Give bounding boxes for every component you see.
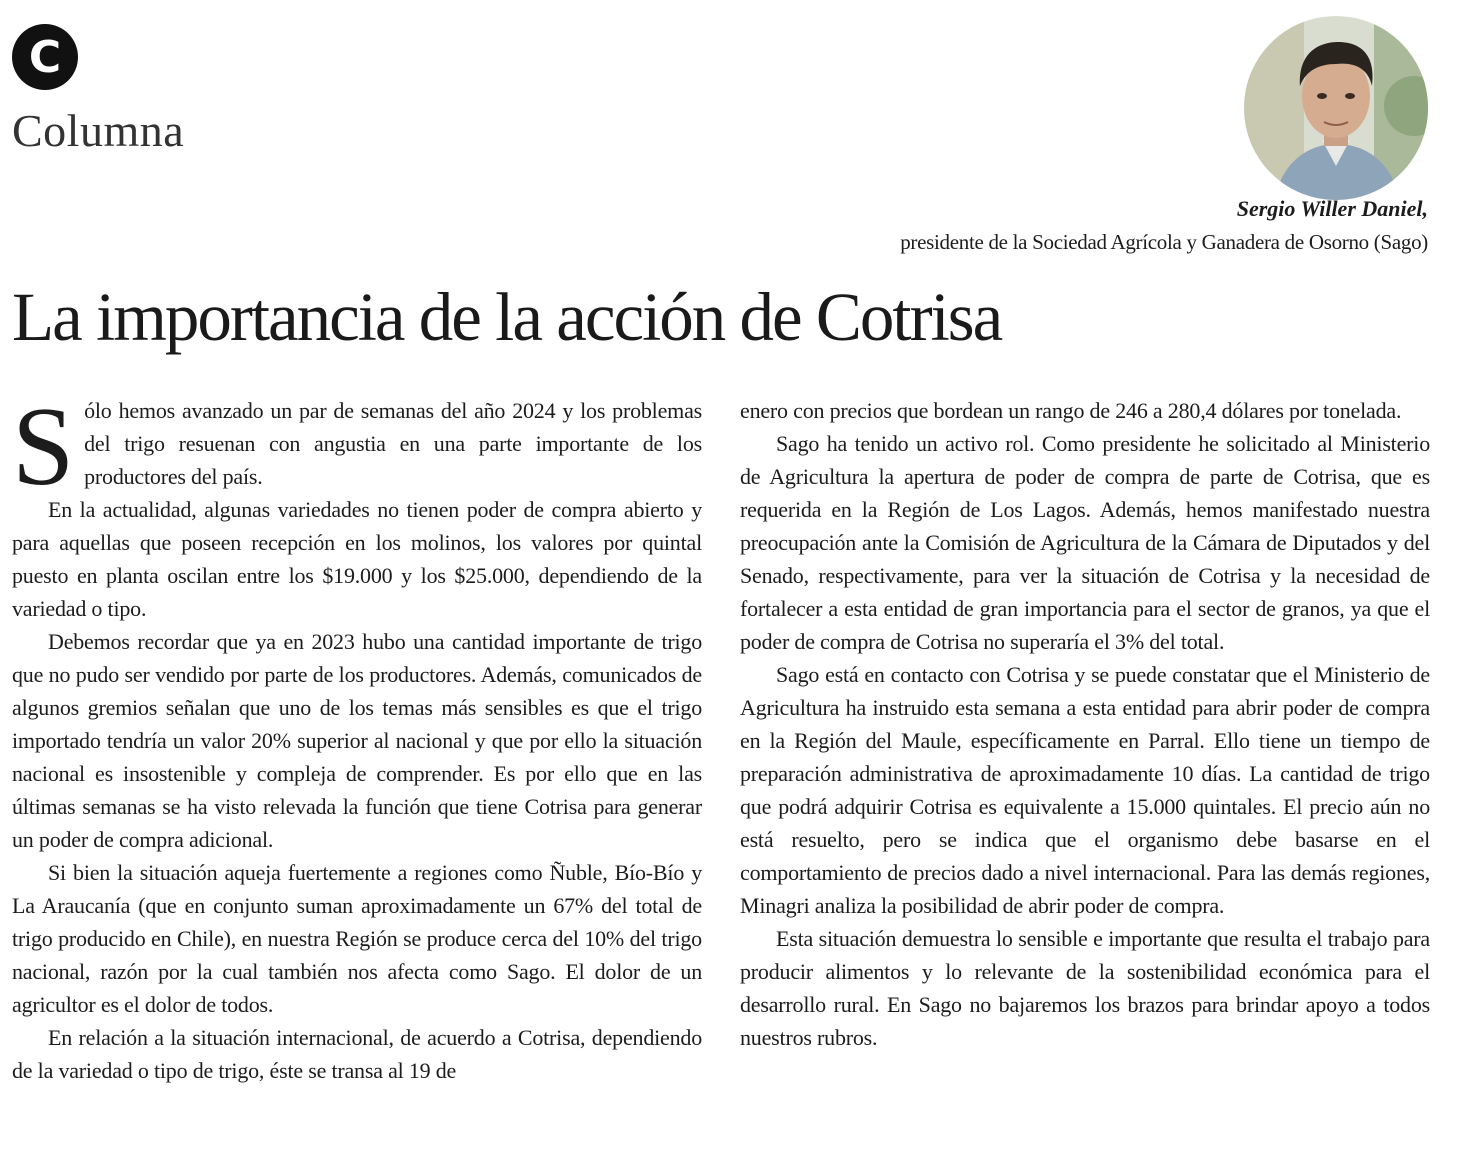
body-paragraph: En la actualidad, algunas variedades no tienen poder de compra abierto y para aquellas que poseen recepción en los molinos, los valores por quintal puesto en planta oscilan entre los $19.000 y los $25.000, dependiendo de la variedad o tipo. — [12, 497, 702, 621]
body-paragraph: En relación a la situación internacional, de acuerdo a Cotrisa, dependiendo de la variedad o tipo de trigo, éste se transa al 19 de — [12, 1025, 702, 1083]
author-photo — [1244, 16, 1428, 200]
body-paragraph: Si bien la situación aqueja fuertemente a regiones como Ñuble, Bío-Bío y La Araucanía (que en conjunto suman aproximadamente un 67% del total de trigo producido en Chile), en nuestra Región se produce cerca del 10% del trigo nacional, razón por la cual también nos afecta como Sago. El dolor de un agricultor es el dolor de todos. — [12, 860, 702, 1017]
article-headline: La importancia de la acción de Cotrisa — [12, 279, 1002, 355]
drop-cap: S — [12, 385, 75, 509]
body-paragraph: Sago ha tenido un activo rol. Como presidente he solicitado al Ministerio de Agricultura la apertura de poder de compra de parte de Cotrisa, que es requerida en la Región de Los Lagos. Además, hemos manifestado nuestra preocupación ante la Comisión de Agricultura de la Cámara de Diputados y del Senado, respectivamente, para ver la situación de Cotrisa y la necesidad de fortalecer a esta entidad de gran importancia para el sector de granos, ya que el poder de compra de Cotrisa no superaría el 3% del total. — [740, 431, 1430, 654]
body-paragraph: Debemos recordar que ya en 2023 hubo una cantidad importante de trigo que no pudo ser vendido por parte de los productores. Además, comunicados de algunos gremios señalan que uno de los temas más sensibles es que el trigo importado tendría un valor 20% superior al nacional y que por ello la situación nacional es insostenible y compleja de comprender. Es por ello que en las últimas semanas se ha visto relevada la función que tiene Cotrisa para generar un poder de compra adicional. — [12, 629, 702, 852]
author-role: presidente de la Sociedad Agrícola y Ganadera de Osorno (Sago) — [900, 230, 1428, 254]
article-column-left — [12, 385, 702, 1087]
column-badge: C — [12, 24, 78, 90]
author-name: Sergio Willer Daniel, — [1236, 196, 1428, 221]
paragraph-text: ólo hemos avanzado un par de semanas del año 2024 y los problemas del trigo resuenan con angustia en una parte importante de los productores del país. — [84, 398, 702, 489]
article-column-right — [740, 394, 1430, 1054]
byline — [900, 196, 1428, 255]
body-paragraph — [12, 385, 702, 509]
body-paragraph: enero con precios que bordean un rango de 246 a 280,4 dólares por tonelada. — [740, 398, 1402, 423]
body-paragraph: Sago está en contacto con Cotrisa y se puede constatar que el Ministerio de Agricultura ha instruido esta semana a esta entidad para abrir poder de compra en la Región del Maule, específicamente en Parral. Ello tiene un tiempo de preparación administrativa de aproximadamente 10 días. La cantidad de trigo que podrá adquirir Cotrisa es equivalente a 15.000 quintales. El precio aún no está resuelto, pero se indica que el organismo debe basarse en el comportamiento de precios dado a nivel internacional. Para las demás regiones, Minagri analiza la posibilidad de abrir poder de compra. — [740, 662, 1430, 918]
body-paragraph: Esta situación demuestra lo sensible e importante que resulta el trabajo para producir alimentos y lo relevante de la sostenibilidad económica para el desarrollo rural. En Sago no bajaremos los brazos para brindar apoyo a todos nuestros rubros. — [740, 926, 1430, 1050]
section-label: Columna — [12, 105, 185, 156]
